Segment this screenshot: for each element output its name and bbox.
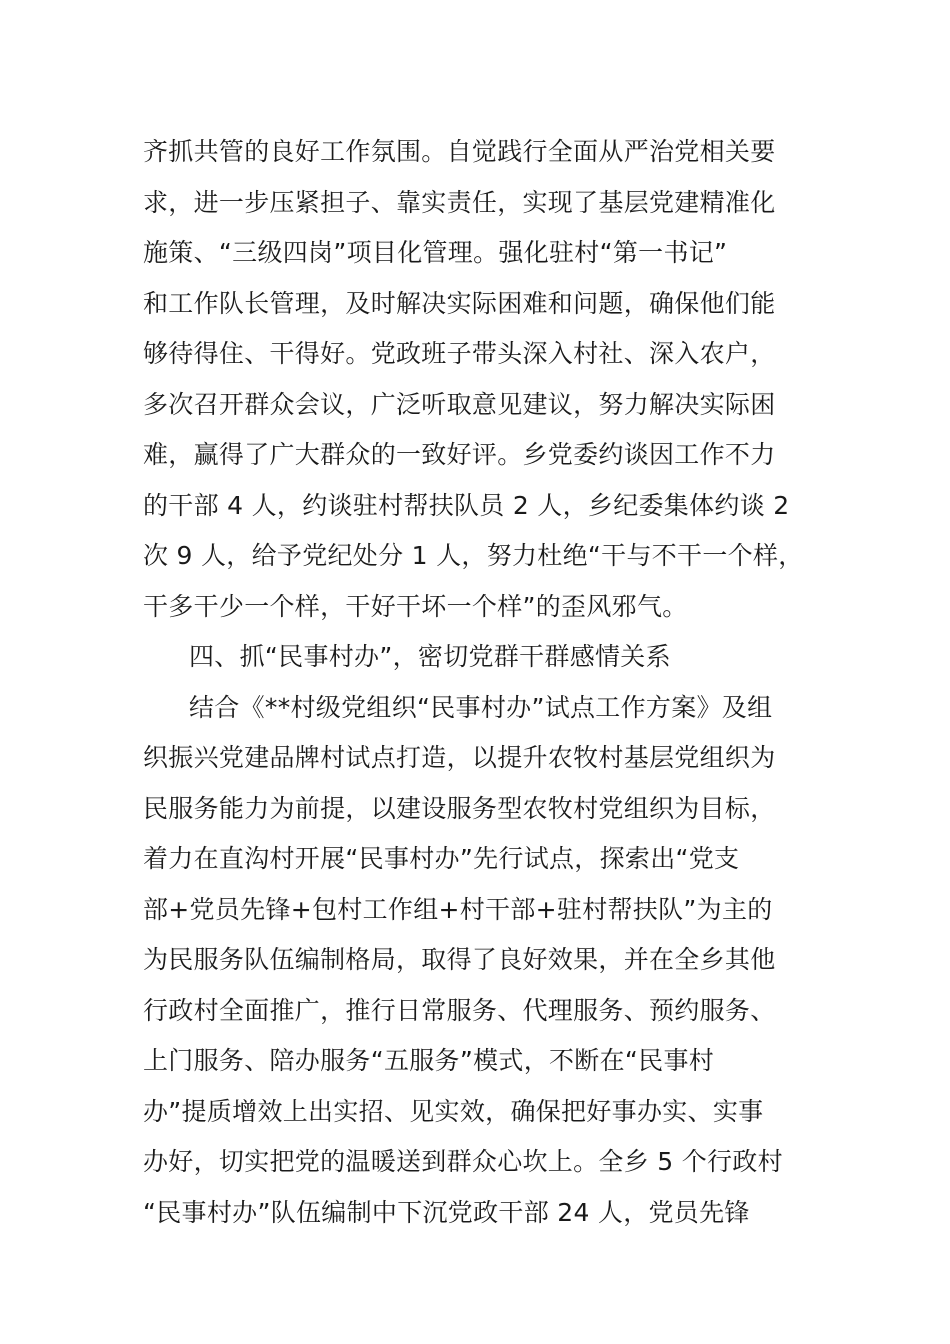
body-text [143, 127, 815, 1238]
text-line: 和工作队长管理，及时解决实际困难和问题，确保他们能 [143, 288, 776, 318]
text-line: 部+党员先锋+包村工作组+村干部+驻村帮扶队”为主的 [143, 894, 773, 924]
text-line: 上门服务、陪办服务“五服务”模式，不断在“民事村 [143, 1046, 715, 1075]
text-line: 为民服务队伍编制格局，取得了良好效果，并在全乡其他 [143, 945, 776, 974]
text-line: 织振兴党建品牌村试点打造，以提升农牧村基层党组织为 [143, 743, 776, 772]
text-line: 够待得住、干得好。党政班子带头深入村社、深入农户， [143, 339, 776, 368]
text-line: 办”提质增效上出实招、见实效，确保把好事办实、实事 [143, 1096, 764, 1126]
text-line: 民服务能力为前提，以建设服务型农牧村党组织为目标， [143, 793, 776, 823]
text-line: 次 9 人，给予党纪处分 1 人，努力杜绝“干与不干一个样， [143, 541, 804, 570]
text-line: 结合《**村级党组织“民事村办”试点工作方案》及组 [189, 692, 773, 722]
text-line: “民事村办”队伍编制中下沉党政干部 24 人，党员先锋 [143, 1197, 750, 1227]
section-heading: 四、抓“民事村办”，密切党群干群感情关系 [189, 642, 671, 671]
text-line: 办好，切实把党的温暖送到群众心坎上。全乡 5 个行政村 [143, 1147, 783, 1176]
text-line: 多次召开群众会议，广泛听取意见建议，努力解决实际困 [143, 389, 776, 419]
text-line: 齐抓共管的良好工作氛围。自觉践行全面从严治党相关要 [143, 137, 776, 166]
text-line: 行政村全面推广，推行日常服务、代理服务、预约服务、 [143, 995, 776, 1025]
text-line: 着力在直沟村开展“民事村办”先行试点，探索出“党支 [143, 844, 740, 873]
text-line: 难，赢得了广大群众的一致好评。乡党委约谈因工作不力 [143, 440, 776, 469]
text-line: 施策、“三级四岗”项目化管理。强化驻村“第一书记” [143, 238, 728, 267]
text-line: 求，进一步压紧担子、靠实责任，实现了基层党建精准化 [143, 187, 776, 217]
text-line: 的干部 4 人，约谈驻村帮扶队员 2 人，乡纪委集体约谈 2 [143, 490, 790, 520]
text-line: 干多干少一个样，干好干坏一个样”的歪风邪气。 [143, 591, 688, 621]
